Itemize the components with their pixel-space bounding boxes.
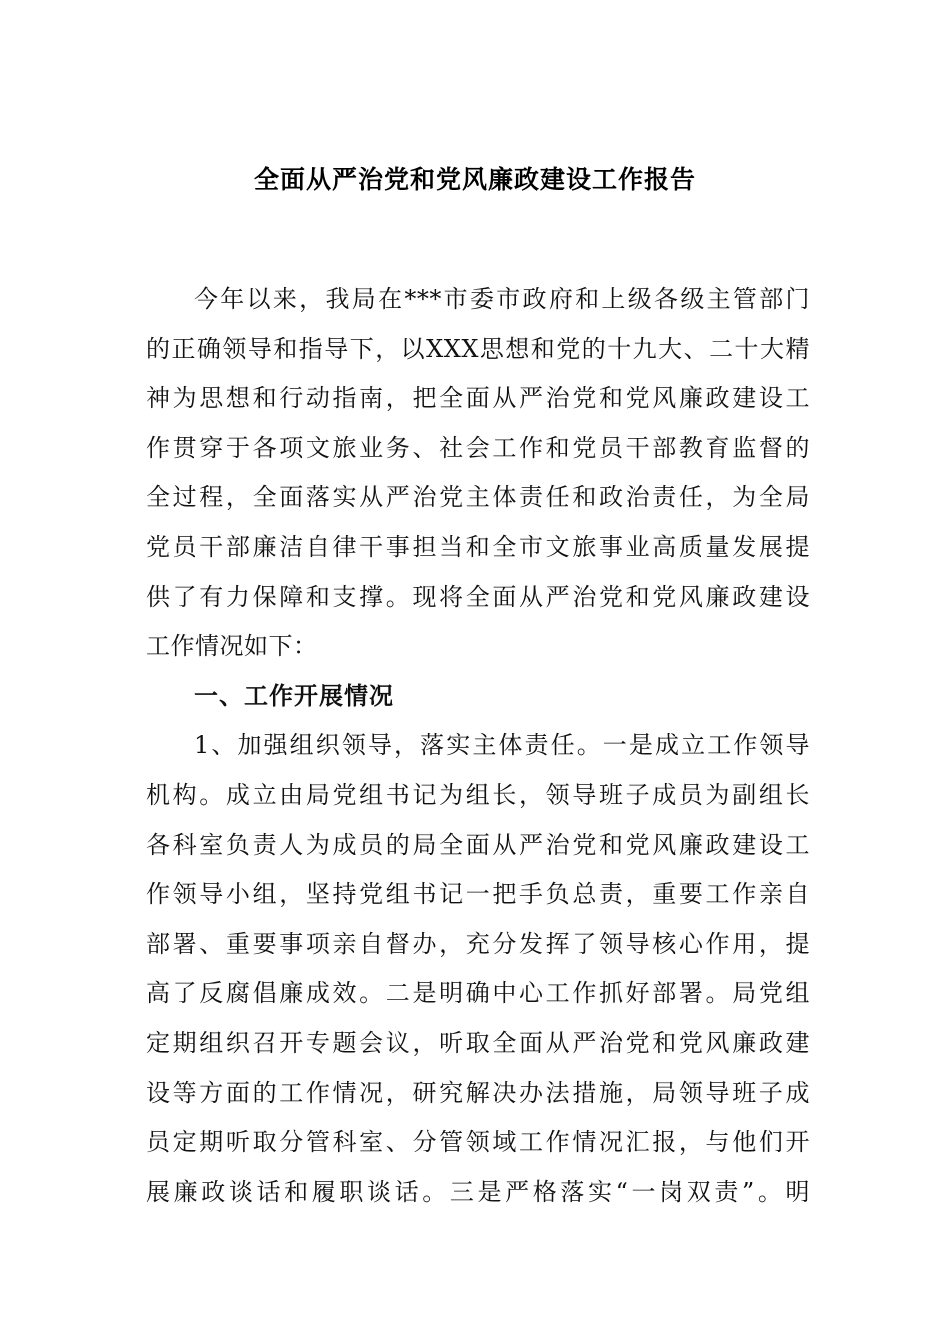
paragraph-line: 定期组织召开专题会议，听取全面从严治党和党风廉政建	[146, 1028, 810, 1057]
paragraph-line: 工作情况如下：	[146, 632, 318, 661]
paragraph-line: 全过程，全面落实从严治党主体责任和政治责任，为全局	[146, 483, 810, 512]
document-body	[146, 275, 810, 1217]
paragraph-line: 高了反腐倡廉成效。二是明确中心工作抓好部署。局党组	[146, 979, 810, 1008]
paragraph-line: 展廉政谈话和履职谈话。三是严格落实“一岗双责”。明	[146, 1177, 810, 1206]
paragraph-line: 作贯穿于各项文旅业务、社会工作和党员干部教育监督的	[146, 433, 810, 462]
paragraph-line: 员定期听取分管科室、分管领域工作情况汇报，与他们开	[146, 1128, 810, 1157]
section-heading: 一、工作开展情况	[194, 681, 394, 710]
paragraph-line: 部署、重要事项亲自督办，充分发挥了领导核心作用，提	[146, 929, 810, 958]
paragraph-line: 今年以来，我局在***市委市政府和上级各级主管部门	[194, 285, 810, 313]
paragraph-line: 党员干部廉洁自律干事担当和全市文旅事业高质量发展提	[146, 532, 810, 561]
paragraph-line: 1、加强组织领导，落实主体责任。一是成立工作领导	[194, 731, 810, 760]
paragraph-line: 各科室负责人为成员的局全面从严治党和党风廉政建设工	[146, 830, 810, 859]
paragraph-line: 的正确领导和指导下，以XXX思想和党的十九大、二十大精	[146, 334, 810, 363]
paragraph-line: 设等方面的工作情况，研究解决办法措施，局领导班子成	[146, 1078, 810, 1107]
document-title: 全面从严治党和党风廉政建设工作报告	[253, 165, 696, 194]
paragraph-line: 作领导小组，坚持党组书记一把手负总责，重要工作亲自	[146, 880, 810, 909]
paragraph-line: 供了有力保障和支撑。现将全面从严治党和党风廉政建设	[146, 582, 810, 611]
paragraph-line: 机构。成立由局党组书记为组长，领导班子成员为副组长	[146, 780, 810, 809]
paragraph-line: 神为思想和行动指南，把全面从严治党和党风廉政建设工	[146, 384, 810, 413]
